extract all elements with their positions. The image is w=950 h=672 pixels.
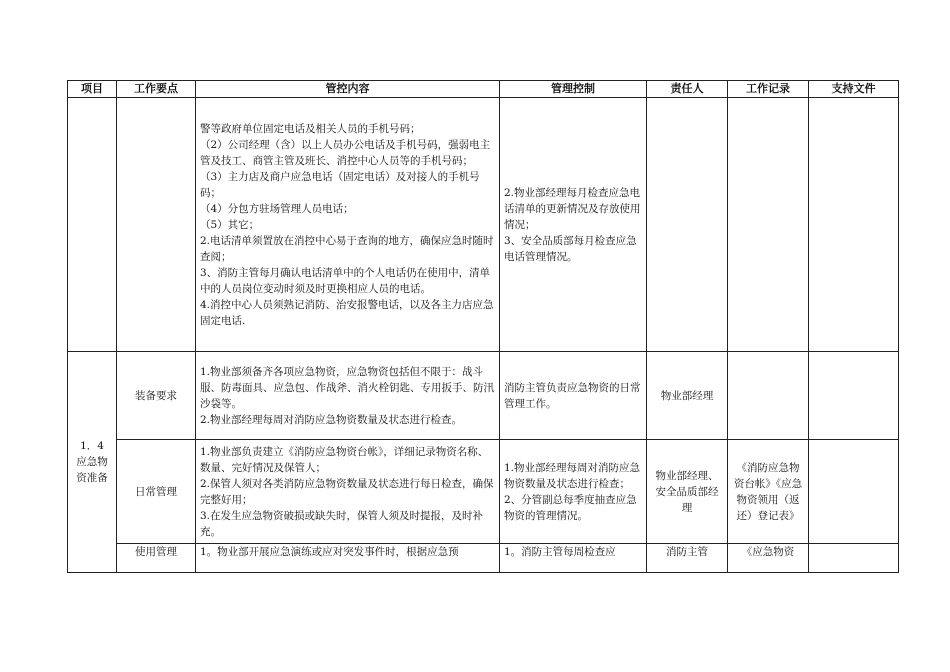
control-content-cell: [196, 98, 500, 352]
responsible-cell: 消防主管: [647, 544, 728, 573]
item-cell: [68, 98, 117, 352]
support-cell: [809, 440, 899, 544]
control-line: 2.物业部经理每月检查应急电话清单的更新情况及存放使用情况；: [504, 186, 641, 231]
management-control-cell: [500, 544, 647, 573]
management-control-cell: [500, 440, 647, 544]
content-line: 1.物业部须备齐各项应急物资，应急物资包括但不限于：战斗服、防毒面具、应急包、作战斧、消火栓钥匙、专用扳手、防汛沙袋等。: [200, 365, 494, 410]
control-line: 2、分管副总每季度抽查应急物资的管理情况。: [504, 493, 637, 522]
content-line: （2）公司经理（含）以上人员办公电话及手机号码，强弱电主管及技工、商管主管及班长、消控中心人员等的手机号码；: [200, 138, 491, 167]
control-content-cell: [196, 440, 500, 544]
content-line: （5）其它；: [200, 218, 260, 231]
header-support-file: 支持文件: [809, 81, 899, 98]
content-line: 2.电话清单须置放在消控中心易于查询的地方，确保应急时随时查阅；: [200, 234, 494, 263]
work-point-cell: [117, 98, 196, 352]
record-cell: [728, 98, 809, 352]
header-row: [68, 81, 899, 98]
management-control-cell: [500, 352, 647, 440]
content-line: （4）分包方驻场管理人员电话；: [200, 202, 354, 215]
responsible-cell: 物业部经理: [647, 352, 728, 440]
support-cell: [809, 544, 899, 573]
content-line: 1.物业部负责建立《消防应急物资台帐》，详细记录物资名称、数量、完好情况及保管人；: [200, 445, 489, 474]
content-line: 1。物业部开展应急演练或应对突发事件时，根据应急预: [200, 546, 459, 558]
content-line: 警等政府单位固定电话及相关人员的手机号码；: [200, 122, 421, 135]
item-cell-emergency-supplies: 1．4 应急物资准备: [68, 352, 117, 573]
work-point-cell: 装备要求: [117, 352, 196, 440]
control-line: 1.物业部经理每周对消防应急物资数量及状态进行检查；: [504, 461, 641, 490]
support-cell: [809, 98, 899, 352]
record-cell: 《应急物资: [728, 544, 809, 573]
work-point-cell: 使用管理: [117, 544, 196, 573]
record-cell: [728, 352, 809, 440]
header-work-record: 工作记录: [728, 81, 809, 98]
content-line: 3.在发生应急物资破损或缺失时，保管人须及时提报，及时补充。: [200, 509, 484, 538]
header-control-content: 管控内容: [196, 81, 500, 98]
header-management-control: 管理控制: [500, 81, 647, 98]
header-work-point: 工作要点: [117, 81, 196, 98]
control-line: 消防主管负责应急物资的日常管理工作。: [504, 381, 641, 410]
table-row: [68, 98, 899, 352]
support-cell: [809, 352, 899, 440]
table-row: [68, 352, 899, 440]
header-item: 项目: [68, 81, 117, 98]
content-line: 2.保管人须对各类消防应急物资数量及状态进行每日检查，确保完整好用；: [200, 477, 494, 506]
management-control-cell: [500, 98, 647, 352]
control-content-cell: [196, 544, 500, 573]
content-line: 2.物业部经理每周对消防应急物资数量及状态进行检查。: [200, 413, 463, 426]
work-point-cell: 日常管理: [117, 440, 196, 544]
header-responsible-person: 责任人: [647, 81, 728, 98]
control-line: 1。消防主管每周检查应: [504, 546, 616, 558]
content-line: （3）主力店及商户应急电话（固定电话）及对接人的手机号码；: [200, 170, 480, 199]
table-row: [68, 440, 899, 544]
control-line: 3、安全品质部每月检查应急电话管理情况。: [504, 234, 637, 263]
content-line: 3、消防主管每月确认电话清单中的个人电话仍在使用中，清单中的人员岗位变动时须及时更换相应人员的电话。: [200, 266, 491, 295]
responsible-cell: 物业部经理、安全品质部经理: [647, 440, 728, 544]
table-row: [68, 544, 899, 573]
control-content-cell: [196, 352, 500, 440]
content-line: 4.消控中心人员须熟记消防、治安报警电话，以及各主力店应急固定电话.: [200, 298, 494, 327]
responsible-cell: [647, 98, 728, 352]
management-table: [67, 80, 899, 573]
record-cell: 《消防应急物资台帐》《应急物资领用（返还）登记表》: [728, 440, 809, 544]
